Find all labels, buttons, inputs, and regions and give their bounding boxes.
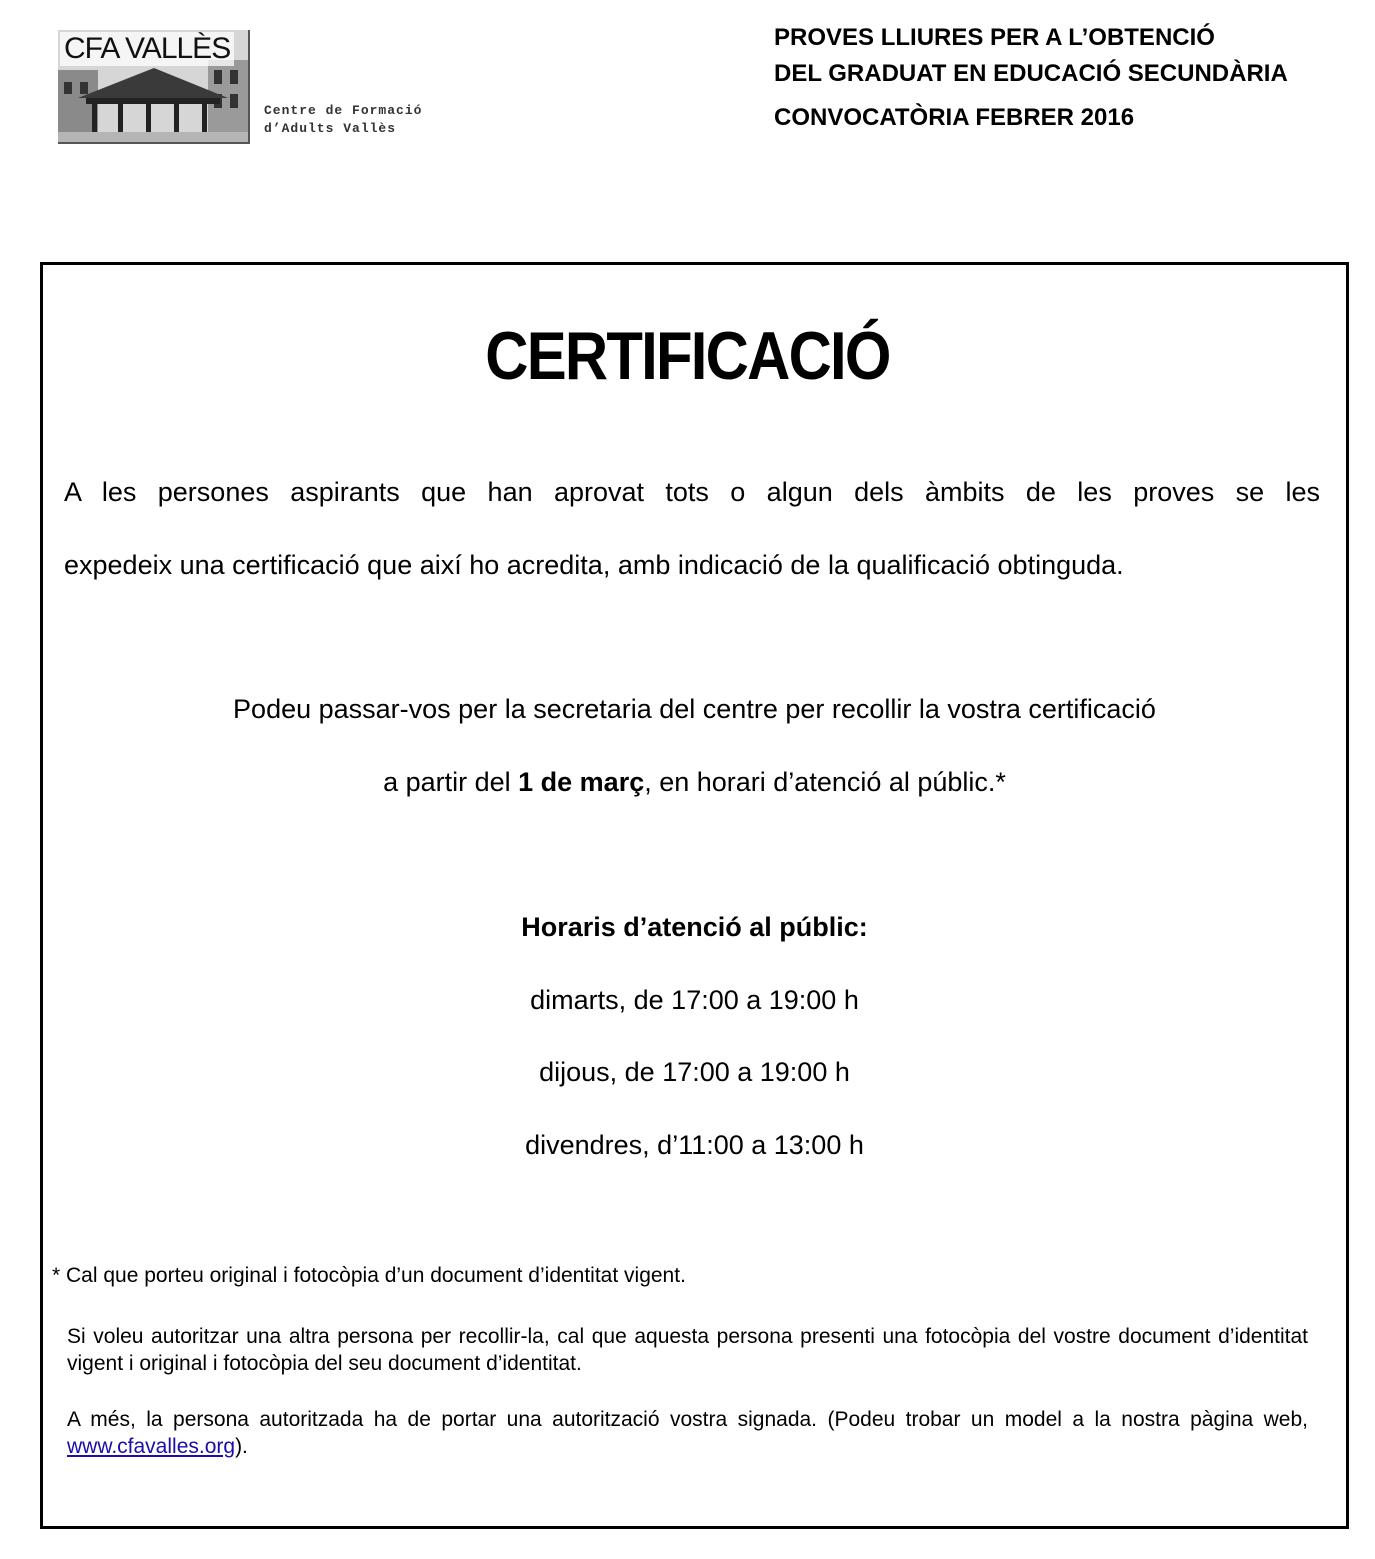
logo-title: CFA VALLÈS — [60, 32, 234, 66]
footnote-id-document: * Cal que porteu original i fotocòpia d’un document d’identitat vigent. — [52, 1264, 686, 1287]
website-link[interactable]: www.cfavalles.org — [67, 1435, 236, 1458]
pickup-line-2-post: , en horari d’atenció al públic.* — [644, 767, 1006, 797]
exam-title-line1: PROVES LLIURES PER A L’OBTENCIÓ — [774, 24, 1215, 51]
pickup-paragraph — [40, 673, 1349, 819]
intro-line-2: expedeix una certificació que així ho acredita, amb indicació de la qualificació obtinguda. — [64, 550, 1124, 580]
footnote-authorization: Si voleu autoritzar una altra persona per recollir-la, cal que aquesta persona presenti una fotocòpia del vostre document d’identitat vigent i original i fotocòpia del seu document d’identitat. — [67, 1325, 1308, 1375]
logo-subtitle-line2: d’Adults Vallès — [264, 121, 397, 136]
logo-subtitle-line1: Centre de Formació — [264, 103, 423, 118]
exam-title-line2: DEL GRADUAT EN EDUCACIÓ SECUNDÀRIA — [774, 60, 1288, 87]
pickup-line-1: Podeu passar-vos per la secretaria del centre per recollir la vostra certificació — [233, 694, 1156, 724]
footnote-signed-pre: A més, la persona autoritzada ha de portar una autorització vostra signada. (Podeu trobar un model a la nostra pàgina web, — [67, 1408, 1308, 1431]
footnotes — [52, 1262, 1308, 1489]
schedule-item-thursday: dijous, de 17:00 a 19:00 h — [539, 1057, 850, 1087]
footnote-signed-post: ). — [235, 1435, 248, 1458]
cfa-valles-logo — [58, 30, 250, 144]
convocatoria-label: CONVOCATÒRIA FEBRER 2016 — [774, 104, 1135, 131]
logo-subtitle — [264, 102, 422, 138]
schedule-item-friday: divendres, d’11:00 a 13:00 h — [525, 1129, 864, 1160]
schedule-section — [40, 891, 1349, 1181]
schedule-title: Horaris d’atenció al públic: — [521, 912, 868, 942]
intro-paragraph — [64, 456, 1320, 602]
pickup-line-2-pre: a partir del — [383, 767, 519, 797]
intro-line-1: A les persones aspirants que han aprovat tots o algun dels àmbits de les proves se les — [64, 477, 1320, 507]
pickup-line-2 — [40, 746, 1349, 819]
schedule-item-tuesday: dimarts, de 17:00 a 19:00 h — [530, 984, 859, 1015]
pickup-date: 1 de març — [518, 767, 645, 797]
footnote-signed-authorization — [67, 1406, 1308, 1460]
page-title: CERTIFICACIÓ — [485, 318, 890, 394]
exam-header — [774, 20, 1288, 136]
